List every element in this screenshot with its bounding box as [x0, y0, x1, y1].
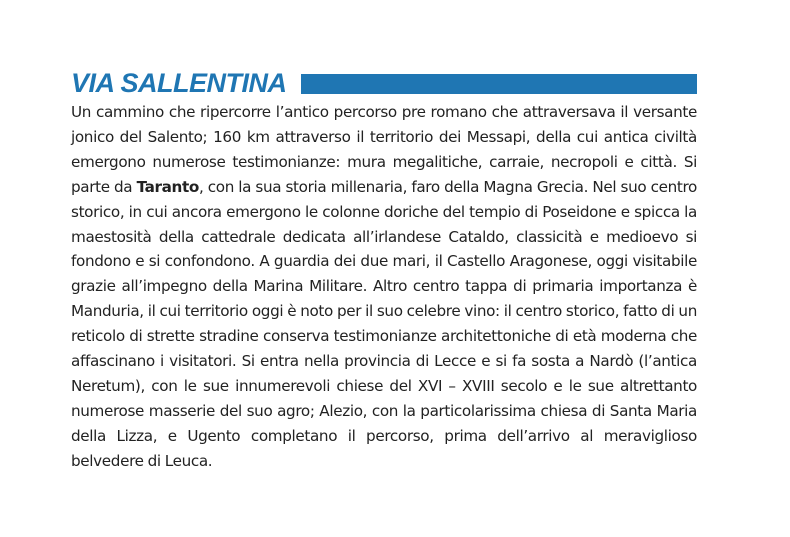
article-section	[71, 66, 697, 474]
title-accent-bar	[301, 74, 698, 94]
section-title: VIA SALLENTINA	[71, 68, 287, 98]
section-heading	[71, 66, 697, 100]
paragraph-text-end: , con la sua storia millenaria, faro della Magna Grecia. Nel suo centro storico, in cui ancora emergono le colonne doriche del tempio di Poseidone e spicca la maestosità della cattedrale dedicata all’irlandese Cataldo, classicità e medioevo si fondono e si confondono. A guardia dei due mari, il Castello Aragonese, oggi visitabile grazie all’impegno della Marina Militare. Altro centro tappa di primaria importanza è Manduria, il cui territorio oggi è noto per il suo celebre vino: il centro storico, fatto di un reticolo di strette stradine conserva testimonianze architettoniche di età moderna che affascinano i visitatori. Si entra nella provincia di Lecce e si fa sosta a Nardò (l’antica Neretum), con le sue innumerevoli chiese del XVI – XVIII secolo e le sue altrettanto numerose masserie del suo agro; Alezio, con la particolarissima chiesa di Santa Maria della Lizza, e Ugento completano il percorso, prima dell’arrivo al meraviglioso belvedere di Leuca.	[71, 177, 697, 470]
paragraph-bold-city: Taranto	[136, 177, 200, 196]
paragraph-text-start: Un cammino che ripercorre l’antico percorso pre romano che attraversava il versante jonico del Salento; 160 km attraverso il territorio dei Messapi, della cui antica civiltà emergono numerose testimonianze: mura megalitiche, carraie, necropoli e città. Si parte da	[71, 103, 697, 196]
body-paragraph	[71, 100, 697, 474]
